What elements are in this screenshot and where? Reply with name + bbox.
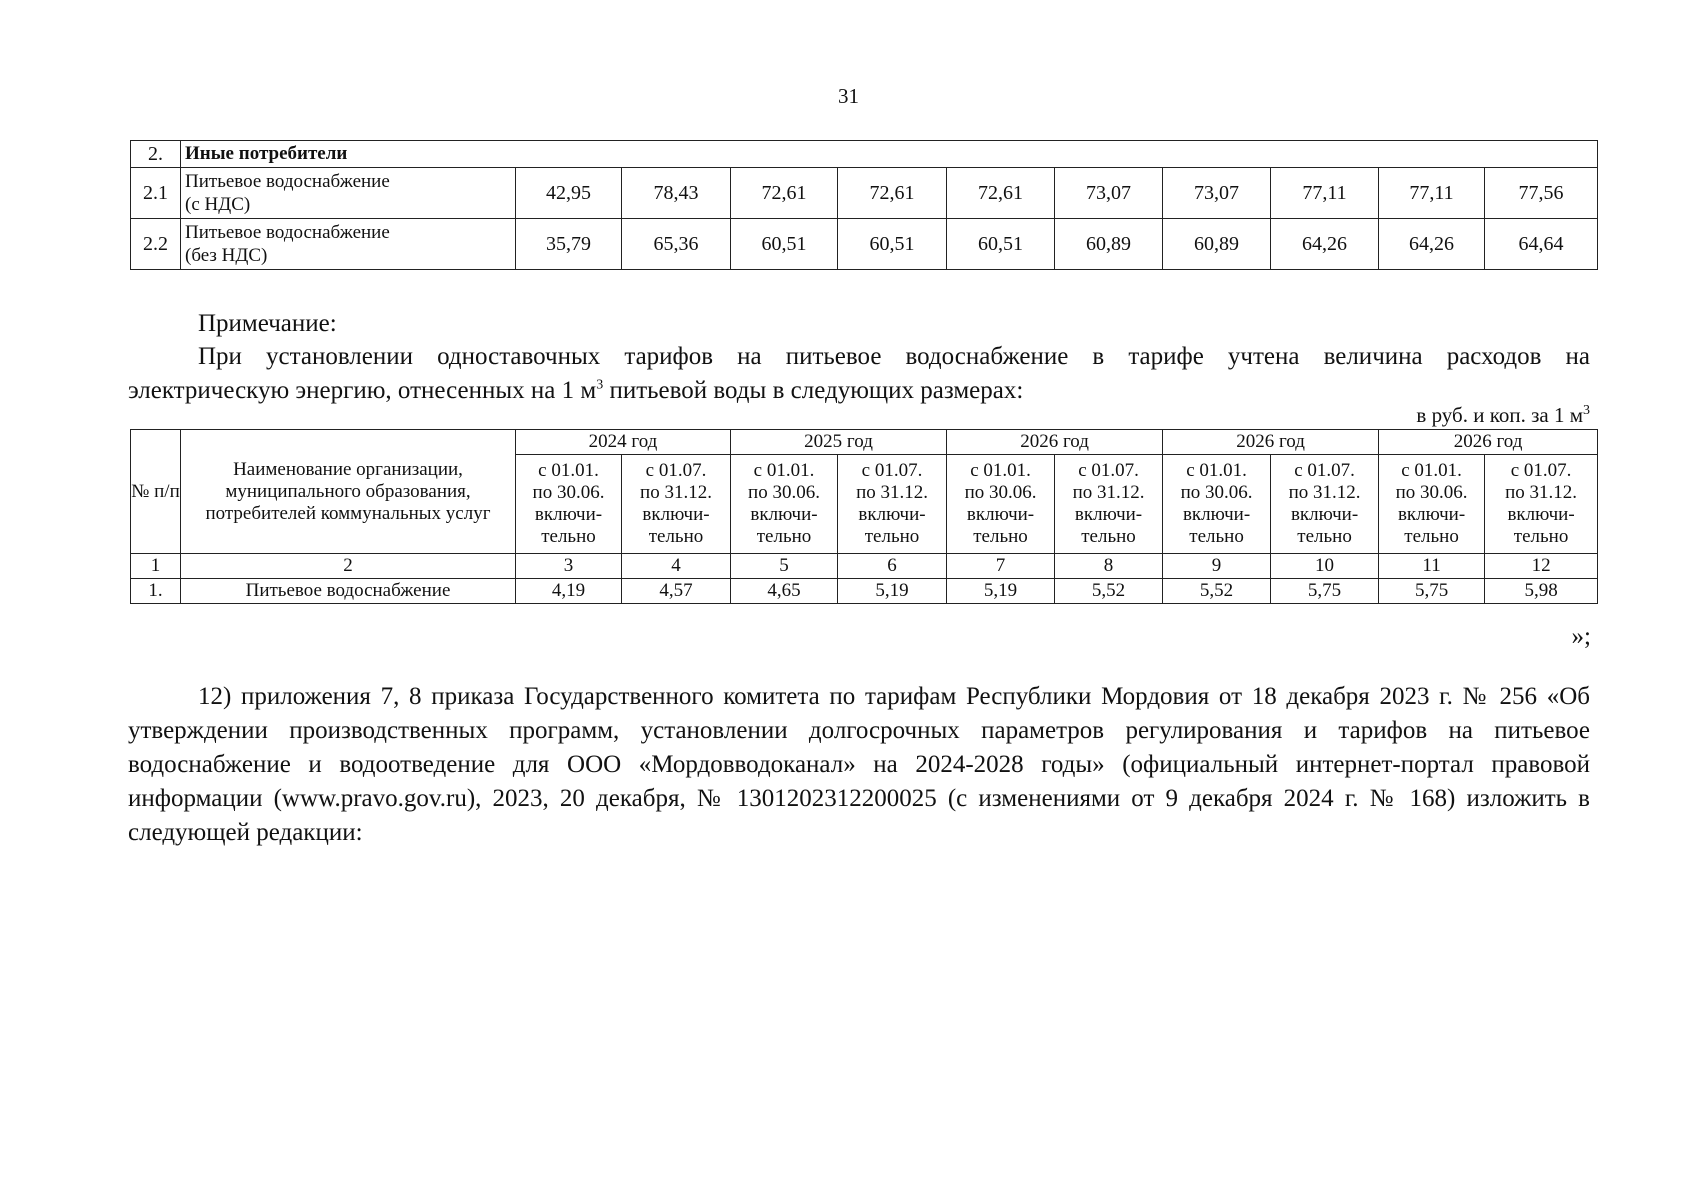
period-header: с 01.01. по 30.06. включи- тельно <box>1163 455 1271 554</box>
column-number: 7 <box>947 554 1055 579</box>
row-label: Питьевое водоснабжение (с НДС) <box>181 168 516 219</box>
column-number: 9 <box>1163 554 1271 579</box>
table-cell: 77,56 <box>1485 168 1598 219</box>
period-header: с 01.01. по 30.06. включи- тельно <box>516 455 622 554</box>
table-cell: 5,19 <box>838 579 947 604</box>
table-cell: 73,07 <box>1163 168 1271 219</box>
column-number: 5 <box>731 554 838 579</box>
row-number: 2.1 <box>131 168 181 219</box>
unit-caption: в руб. и коп. за 1 $м^3$ <box>1416 403 1590 427</box>
table-cell: 60,89 <box>1163 219 1271 270</box>
row-label: Питьевое водоснабжение <box>181 579 516 604</box>
table-cell: 72,61 <box>838 168 947 219</box>
electricity-cost-table <box>130 429 1598 604</box>
table-cell: 60,51 <box>731 219 838 270</box>
table-cell: 65,36 <box>622 219 731 270</box>
period-header: с 01.01. по 30.06. включи- тельно <box>947 455 1055 554</box>
header-name: Наименование организации, муниципального образования, потребителей коммунальных услуг <box>181 430 516 554</box>
column-number: 8 <box>1055 554 1163 579</box>
table-cell: 64,26 <box>1271 219 1379 270</box>
table-cell: 64,64 <box>1485 219 1598 270</box>
table-cell: 5,52 <box>1055 579 1163 604</box>
section-title: Иные потребители <box>181 141 1598 168</box>
note-title: Примечание: <box>198 310 337 337</box>
column-number: 11 <box>1379 554 1485 579</box>
table-cell: 5,52 <box>1163 579 1271 604</box>
table-cell: 60,89 <box>1055 219 1163 270</box>
table-cell: 73,07 <box>1055 168 1163 219</box>
period-header: с 01.07. по 31.12. включи- тельно <box>1271 455 1379 554</box>
amendment-paragraph <box>128 680 1590 850</box>
table-cell: 78,43 <box>622 168 731 219</box>
year-header: 2026 год <box>947 430 1163 455</box>
table-cell: 4,19 <box>516 579 622 604</box>
table-cell: 5,75 <box>1379 579 1485 604</box>
table-cell: 4,57 <box>622 579 731 604</box>
period-header: с 01.07. по 31.12. включи- тельно <box>1055 455 1163 554</box>
table-cell: 60,51 <box>947 219 1055 270</box>
period-header: с 01.07. по 31.12. включи- тельно <box>622 455 731 554</box>
table-section-row <box>131 141 1598 168</box>
table-row <box>131 219 1598 270</box>
column-number: 6 <box>838 554 947 579</box>
column-number: 1 <box>131 554 181 579</box>
table-cell: 60,51 <box>838 219 947 270</box>
header-row-years <box>131 430 1598 455</box>
page-number: 31 <box>838 84 859 108</box>
header-number: № п/п <box>131 430 181 554</box>
closing-quote: »; <box>1571 623 1591 650</box>
section-number: 2. <box>131 141 181 168</box>
table-cell: 77,11 <box>1379 168 1485 219</box>
period-header: с 01.07. по 31.12. включи- тельно <box>838 455 947 554</box>
column-number: 4 <box>622 554 731 579</box>
column-number-row <box>131 554 1598 579</box>
column-number: 3 <box>516 554 622 579</box>
period-header: с 01.01. по 30.06. включи- тельно <box>1379 455 1485 554</box>
column-number: 2 <box>181 554 516 579</box>
table-cell: 5,19 <box>947 579 1055 604</box>
table-row <box>131 168 1598 219</box>
year-header: 2024 год <box>516 430 731 455</box>
note-text: При установлении одноставочных тарифов на питьевое водоснабжение в тарифе учтена величина расходов на <box>198 343 1590 370</box>
column-number: 12 <box>1485 554 1598 579</box>
tariff-table <box>130 140 1598 270</box>
column-number: 10 <box>1271 554 1379 579</box>
table-cell: 72,61 <box>947 168 1055 219</box>
table-cell: 64,26 <box>1379 219 1485 270</box>
table-cell: 4,65 <box>731 579 838 604</box>
table-cell: 72,61 <box>731 168 838 219</box>
table-cell: 35,79 <box>516 219 622 270</box>
row-label: Питьевое водоснабжение (без НДС) <box>181 219 516 270</box>
table-cell: 5,75 <box>1271 579 1379 604</box>
amendment-text: 12) приложения 7, 8 приказа Государственного комитета по тарифам Республики Мордовия от 18 декабря 2023 г. № 256 «Об утверждении производственных программ, установлении долгосрочных параметров регулирования и тарифов на питьевое водоснабжение и водоотведение для ООО «Мордовводоканал» на 2024-2028 годы» (официальный интернет-портал правовой информации (www.pravo.gov.ru), 2023, 20 декабря, № 1301202312200025 (с изменениями от 9 декабря 2024 г. № 168) изложить в следующей редакции: <box>128 683 1590 846</box>
row-number: 2.2 <box>131 219 181 270</box>
year-header: 2026 год <box>1163 430 1379 455</box>
year-header: 2025 год <box>731 430 947 455</box>
table-row <box>131 579 1598 604</box>
year-header: 2026 год <box>1379 430 1598 455</box>
period-header: с 01.01. по 30.06. включи- тельно <box>731 455 838 554</box>
table-cell: 5,98 <box>1485 579 1598 604</box>
table-cell: 42,95 <box>516 168 622 219</box>
row-number: 1. <box>131 579 181 604</box>
table-cell: 77,11 <box>1271 168 1379 219</box>
period-header: с 01.07. по 31.12. включи- тельно <box>1485 455 1598 554</box>
note-text-continued: электрическую энергию, отнесенных на 1 $м^3$ питьевой воды в следующих размерах: <box>128 377 1024 404</box>
